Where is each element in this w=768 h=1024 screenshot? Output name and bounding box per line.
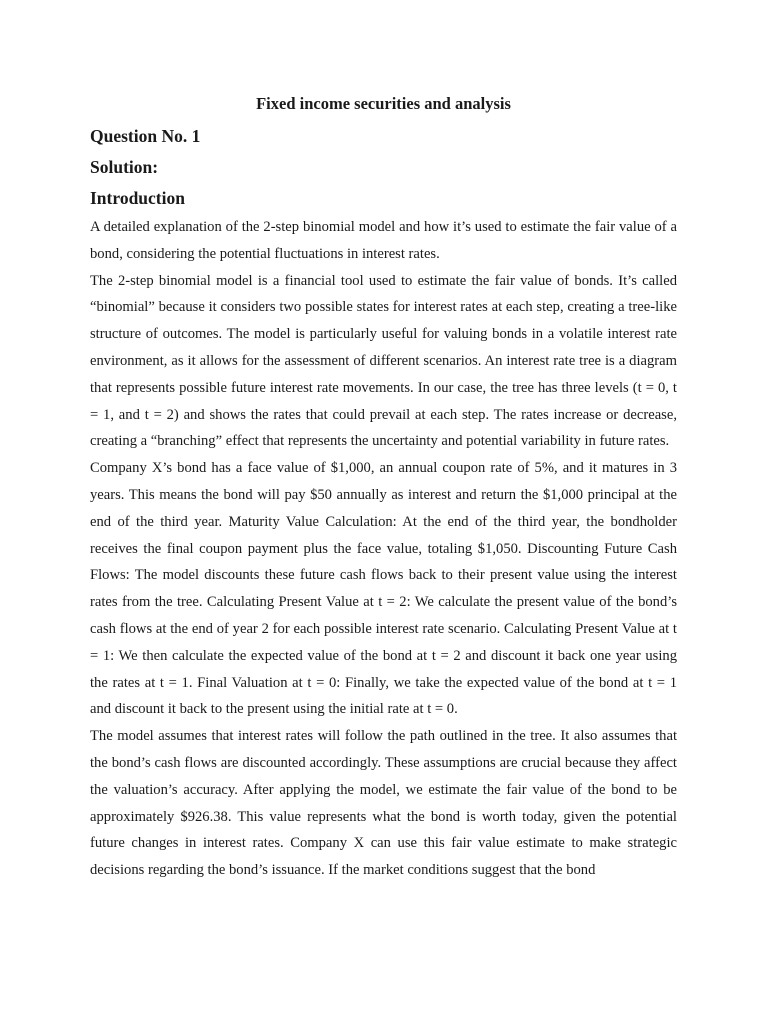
- paragraph-4: The model assumes that interest rates will follow the path outlined in the tree. It also assumes that the bond’s cash flows are discounted accordingly. These assumptions are crucial because they affect the valuation’s accuracy. After applying the model, we estimate the fair value of the bond to be approximately $926.38. This value represents what the bond is worth today, given the potential future changes in interest rates. Company X can use this fair value estimate to make strategic decisions regarding the bond’s issuance. If the market conditions suggest that the bond: [90, 728, 677, 879]
- paragraph-3: Company X’s bond has a face value of $1,000, an annual coupon rate of 5%, and it matures in 3 years. This means the bond will pay $50 annually as interest and return the $1,000 principal at the end of the third year. Maturity Value Calculation: At the end of the third year, the bondholder receives the final coupon payment plus the face value, totaling $1,050. Discounting Future Cash Flows: The model discounts these future cash flows back to their present value using the interest rates from the tree. Calculating Present Value at t = 2: We calculate the present value of the bond’s cash flows at the end of year 2 for each possible interest rate scenario. Calculating Present Value at t = 1: We then calculate the expected value of the bond at t = 2 and discount it back one year using the rates at t = 1. Final Valuation at t = 0: Finally, we take the expected value of the bond at t = 1 and discount it back to the present using the initial rate at t = 0.: [90, 460, 677, 718]
- solution-heading: Solution:: [90, 157, 159, 177]
- question-heading: Question No. 1: [90, 126, 201, 146]
- paragraph-2: The 2-step binomial model is a financial tool used to estimate the fair value of bonds. It’s called “binomial” because it considers two possible states for interest rates at each step, creating a tree-like structure of outcomes. The model is particularly useful for valuing bonds in a volatile interest rate environment, as it allows for the assessment of different scenarios. An interest rate tree is a diagram that represents possible future interest rate movements. In our case, the tree has three levels (t = 0, t = 1, and t = 2) and shows the rates that could prevail at each step. The rates increase or decrease, creating a “branching” effect that represents the uncertainty and potential variability in future rates.: [90, 272, 677, 450]
- introduction-heading: Introduction: [90, 188, 185, 208]
- document-title: Fixed income securities and analysis: [256, 94, 511, 113]
- document-page: [90, 90, 677, 884]
- paragraph-1: A detailed explanation of the 2-step binomial model and how it’s used to estimate the fair value of a bond, considering the potential fluctuations in interest rates.: [90, 219, 677, 262]
